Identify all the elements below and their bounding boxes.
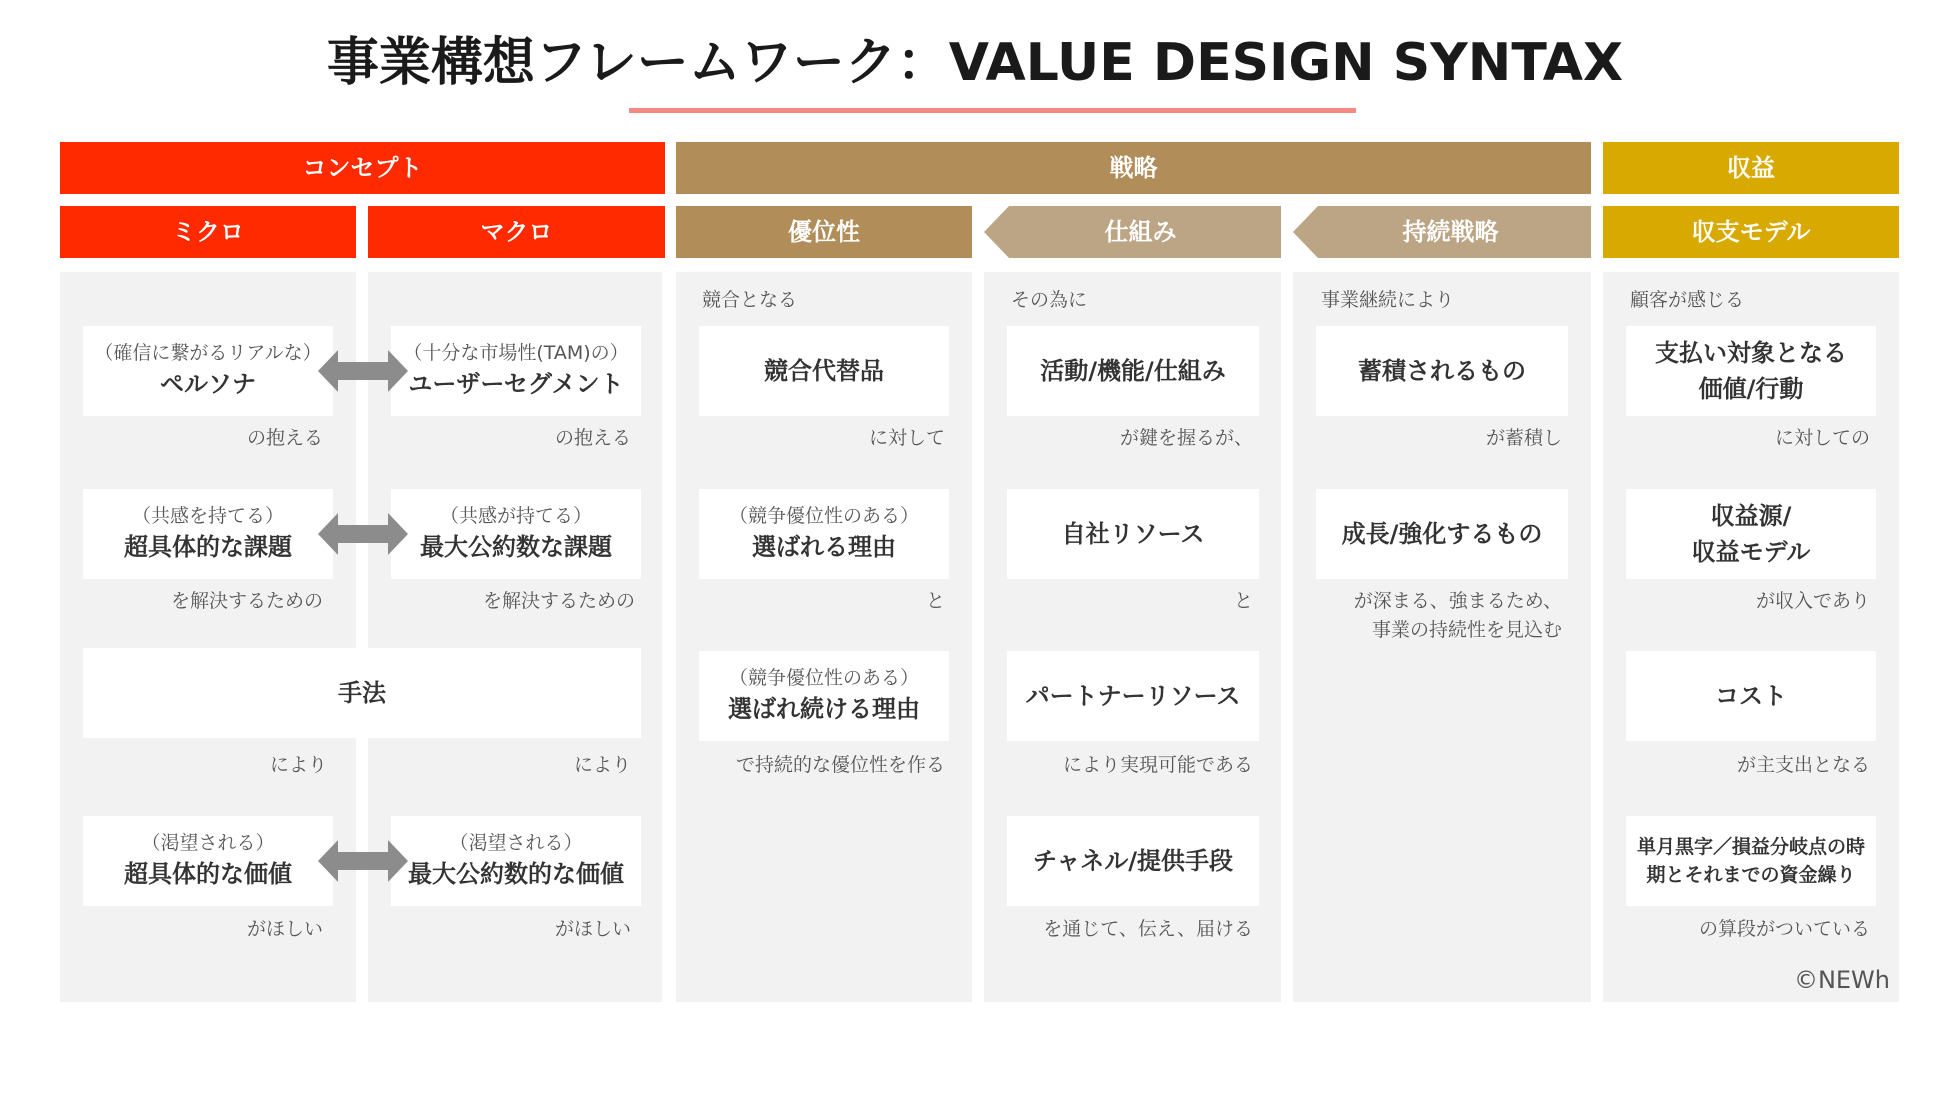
payment-target-label-1: 支払い対象となる <box>1655 339 1847 367</box>
header-revenue: 収益 <box>1603 142 1899 194</box>
macro-value-label: 最大公約数的な価値 <box>408 860 624 888</box>
micro-issue-card <box>83 489 333 579</box>
activity-card <box>1007 326 1259 416</box>
macro-caption-1: の抱える <box>554 427 631 449</box>
micro-caption-2: を解決するための <box>170 590 323 612</box>
own-resource-label: 自社リソース <box>1061 520 1205 548</box>
reason-keep-qualifier: （競争優位性のある） <box>728 667 919 689</box>
model-caption-2: が収入であり <box>1755 590 1870 612</box>
payment-target-label-2: 価値/行動 <box>1698 375 1804 403</box>
method-label: 手法 <box>338 679 386 707</box>
partner-resource-card <box>1007 651 1259 741</box>
persona-qualifier: （確信に繋がるリアルな） <box>94 342 322 364</box>
double-arrow-icon <box>318 513 408 555</box>
macro-value-card <box>391 816 641 906</box>
revenue-source-label-2: 収益モデル <box>1691 538 1811 566</box>
revenue-source-label-1: 収益源/ <box>1710 502 1792 530</box>
macro-issue-label: 最大公約数な課題 <box>420 533 612 561</box>
sustain-lead: 事業継続により <box>1321 289 1455 311</box>
channel-card <box>1007 816 1259 906</box>
reason-keep-label: 選ばれ続ける理由 <box>728 695 920 723</box>
header-macro: マクロ <box>368 206 665 258</box>
reason-chosen-card <box>699 489 949 579</box>
double-arrow-icon <box>318 350 408 392</box>
activity-label: 活動/機能/仕組み <box>1040 357 1226 385</box>
competitor-card <box>699 326 949 416</box>
page-title: 事業構想フレームワーク：VALUE DESIGN SYNTAX <box>326 33 1624 93</box>
payment-target-card <box>1626 326 1876 416</box>
channel-label: チャネル/提供手段 <box>1032 847 1234 875</box>
header-advantage: 優位性 <box>676 206 972 258</box>
micro-caption-3: により <box>269 754 327 776</box>
accumulated-label: 蓄積されるもの <box>1358 357 1526 385</box>
copyright: ©NEWh <box>1793 966 1890 994</box>
header-strategy: 戦略 <box>676 142 1591 194</box>
sustain-caption-1: が蓄積し <box>1485 427 1562 449</box>
breakeven-label-1: 単月黒字／損益分岐点の時 <box>1636 836 1865 858</box>
user-segment-label: ユーザーセグメント <box>408 370 624 398</box>
macro-caption-3: により <box>573 754 631 776</box>
model-caption-4: の算段がついている <box>1698 918 1870 940</box>
reason-keep-chosen-card <box>699 651 949 741</box>
double-arrow-icon <box>318 840 408 882</box>
micro-value-card <box>83 816 333 906</box>
model-caption-1: に対しての <box>1774 427 1870 449</box>
user-segment-qualifier: （十分な市場性(TAM)の） <box>403 342 629 364</box>
model-lead: 顧客が感じる <box>1630 289 1745 311</box>
macro-caption-2: を解決するための <box>482 590 635 612</box>
macro-value-qualifier: （渇望される） <box>449 832 583 854</box>
macro-caption-4: がほしい <box>554 918 631 940</box>
model-caption-3: が主支出となる <box>1736 754 1870 776</box>
growth-card <box>1316 489 1568 579</box>
advantage-caption-2: と <box>925 590 945 612</box>
advantage-lead: 競合となる <box>702 289 798 311</box>
mechanism-caption-4: を通じて、伝え、届ける <box>1043 918 1253 940</box>
competitor-label: 競合代替品 <box>764 357 884 385</box>
partner-resource-label: パートナーリソース <box>1025 682 1241 710</box>
header-concept: コンセプト <box>60 142 665 194</box>
mechanism-caption-1: が鍵を握るが、 <box>1119 427 1253 449</box>
mechanism-caption-2: と <box>1233 590 1253 612</box>
mechanism-lead: その為に <box>1011 289 1088 311</box>
growth-label: 成長/強化するもの <box>1341 520 1543 548</box>
advantage-caption-1: に対して <box>868 427 945 449</box>
macro-issue-qualifier: （共感が持てる） <box>439 505 592 527</box>
breakeven-label-2: 期とそれまでの資金繰り <box>1646 864 1856 886</box>
cost-card <box>1626 651 1876 741</box>
header-model: 収支モデル <box>1603 206 1899 258</box>
persona-label: ペルソナ <box>160 370 256 398</box>
header-micro: ミクロ <box>60 206 356 258</box>
sustain-caption-2a: が深まる、強まるため、 <box>1353 590 1562 612</box>
micro-issue-label: 超具体的な課題 <box>124 533 292 561</box>
user-segment-card <box>391 326 641 416</box>
micro-value-label: 超具体的な価値 <box>124 860 292 888</box>
title-underline <box>629 108 1356 113</box>
reason-chosen-label: 選ばれる理由 <box>752 533 896 561</box>
macro-issue-card <box>391 489 641 579</box>
revenue-source-card <box>1626 489 1876 579</box>
cost-label: コスト <box>1715 682 1787 710</box>
header-mechanism: 仕組み <box>1104 218 1177 246</box>
micro-issue-qualifier: （共感を持てる） <box>131 505 284 527</box>
micro-caption-4: がほしい <box>246 918 323 940</box>
own-resource-card <box>1007 489 1259 579</box>
persona-card <box>83 326 333 416</box>
micro-caption-1: の抱える <box>246 427 323 449</box>
method-card <box>83 648 641 738</box>
mechanism-caption-3: により実現可能である <box>1062 754 1253 776</box>
reason-chosen-qualifier: （競争優位性のある） <box>728 505 919 527</box>
sustain-caption-2b: 事業の持続性を見込む <box>1371 619 1562 641</box>
micro-value-qualifier: （渇望される） <box>141 832 275 854</box>
accumulated-card <box>1316 326 1568 416</box>
breakeven-card <box>1626 816 1876 906</box>
header-sustain: 持続戦略 <box>1402 218 1499 246</box>
advantage-caption-3: で持続的な優位性を作る <box>735 754 945 776</box>
